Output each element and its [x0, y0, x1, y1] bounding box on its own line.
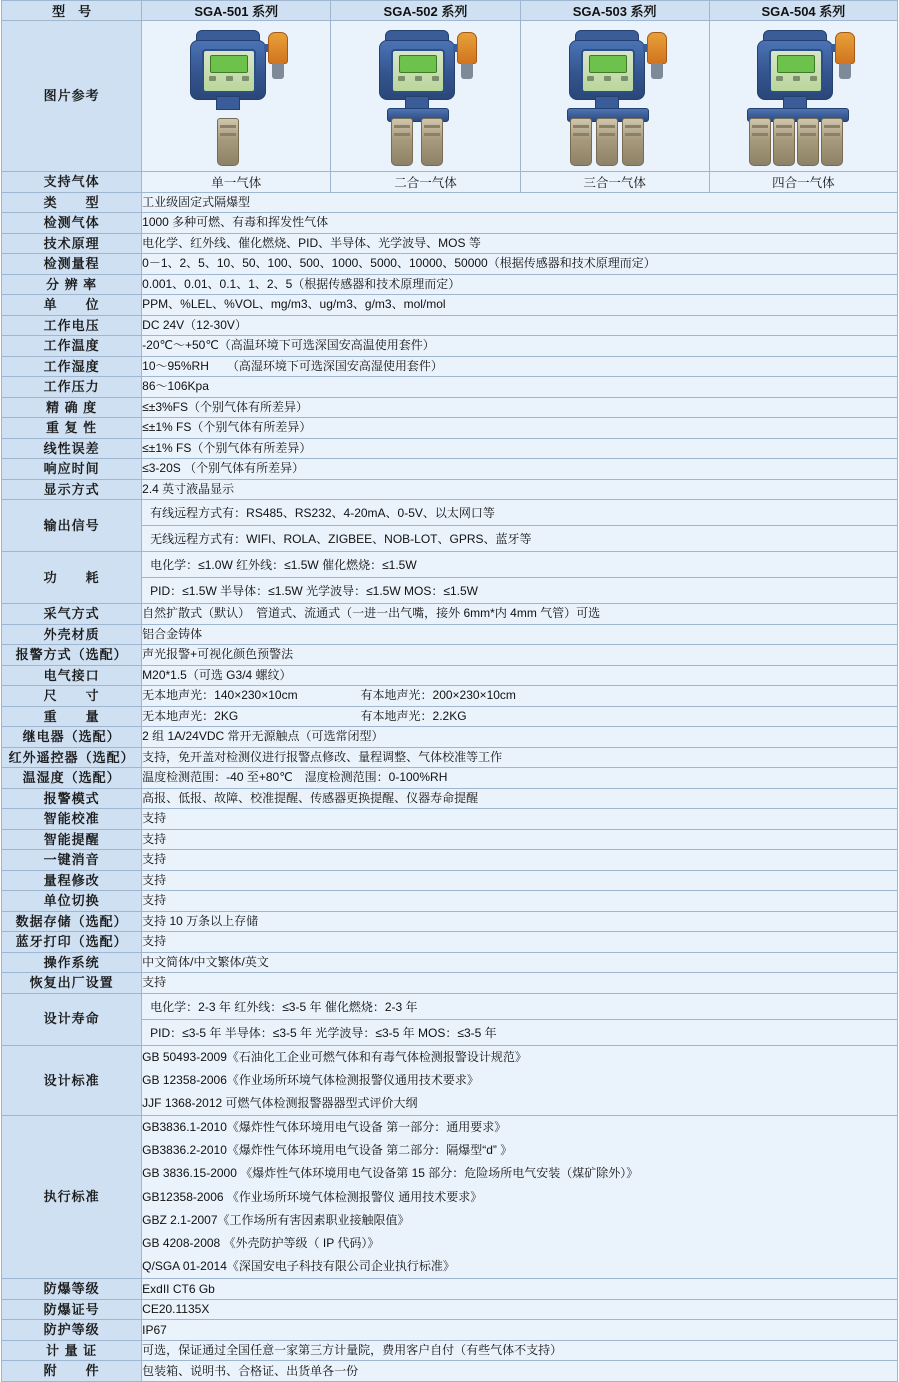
supported-gas-4: 四合一气体 — [709, 172, 897, 193]
spec-row-alarm-mode — [2, 645, 898, 666]
spec-value: 包装箱、说明书、合格证、出货单各一份 — [142, 1361, 898, 1382]
spec-label: 计 量 证 — [2, 1340, 142, 1361]
weight-label: 重 量 — [2, 706, 142, 727]
spec-label: 分 辨 率 — [2, 274, 142, 295]
spec-value: PPM、%LEL、%VOL、mg/m3、ug/m3、g/m3、mol/mol — [142, 295, 898, 316]
header-model-3: SGA-503 系列 — [520, 1, 709, 21]
device-buttons — [583, 76, 633, 81]
exec-standard-item: GB12358-2006 《作业场所环境气体检测报警仪 通用技术要求》 — [142, 1189, 483, 1204]
output-wireless: 无线远程方式有：WIFI、ROLA、ZIGBEE、NOB-LOT、GPRS、蓝牙等 — [142, 526, 897, 552]
spec-row-type — [2, 192, 898, 213]
spec-row-exec-standard — [2, 1116, 898, 1279]
spec-label: 防护等级 — [2, 1320, 142, 1341]
spec-label: 采气方式 — [2, 604, 142, 625]
spec-row-unit — [2, 295, 898, 316]
spec-value: 电化学、红外线、催化燃烧、PID、半导体、光学波导、MOS 等 — [142, 233, 898, 254]
life-optical-waveguide: 光学波导：≤3-5 年 — [315, 1025, 415, 1040]
power-line-2 — [142, 578, 897, 604]
spec-label: 显示方式 — [2, 479, 142, 500]
spec-value: 自然扩散式（默认） 管道式、流通式（一进一出气嘴，接外 6mm*内 4mm 气管）可选 — [142, 604, 898, 625]
spec-row-alarm-modes — [2, 788, 898, 809]
spec-row-ir-remote — [2, 747, 898, 768]
output-signal-label: 输出信号 — [2, 500, 142, 552]
spec-value: ≤±1% FS（个别气体有所差异） — [142, 418, 898, 439]
spec-row-accuracy — [2, 397, 898, 418]
power-label: 功 耗 — [2, 552, 142, 604]
gas-probe — [421, 118, 443, 166]
spec-label: 一键消音 — [2, 850, 142, 871]
spec-label: 工作压力 — [2, 377, 142, 398]
spec-value: 支持 — [142, 891, 898, 912]
spec-value: 支持，免开盖对检测仪进行报警点修改、量程调整、气体校准等工作 — [142, 747, 898, 768]
spec-label: 报警方式（选配） — [2, 645, 142, 666]
power-electrochemical: 电化学：≤1.0W — [150, 558, 233, 572]
device-buttons — [204, 76, 254, 81]
spec-row-output-signal — [2, 500, 898, 552]
spec-value: 支持 — [142, 850, 898, 871]
life-pid: PID：≤3-5 年 — [150, 1025, 222, 1040]
spec-value: 声光报警+可视化颜色预警法 — [142, 645, 898, 666]
design-standard-list — [142, 1045, 898, 1116]
spec-value: 0.001、0.01、0.1、1、2、5（根据传感器和技术原理而定） — [142, 274, 898, 295]
spec-label: 量程修改 — [2, 870, 142, 891]
alarm-lamp-icon — [835, 32, 855, 64]
life-line-1 — [142, 994, 897, 1020]
power-optical-waveguide: 光学波导：≤1.5W — [306, 584, 401, 598]
spec-label: 技术原理 — [2, 233, 142, 254]
design-standard-item: JJF 1368-2012 可燃气体检测报警器器型式评价大纲 — [142, 1095, 418, 1110]
spec-label: 防爆等级 — [2, 1279, 142, 1300]
spec-value: 支持 — [142, 973, 898, 994]
life-line-2 — [142, 1019, 897, 1045]
spec-row-detect-gas — [2, 213, 898, 234]
header-model-2: SGA-502 系列 — [331, 1, 520, 21]
table-header-row — [2, 1, 898, 21]
spec-value: 86～106Kpa — [142, 377, 898, 398]
device-illustration-3 — [535, 22, 695, 170]
spec-value: 支持 10 万条以上存储 — [142, 911, 898, 932]
supported-gas-2: 二合一气体 — [331, 172, 520, 193]
spec-value: DC 24V（12-30V） — [142, 315, 898, 336]
gas-probe — [622, 118, 644, 166]
size-value — [142, 686, 898, 707]
spec-row-unit-switch — [2, 891, 898, 912]
spec-row-range-modify — [2, 870, 898, 891]
spec-row-range — [2, 254, 898, 275]
size-without-alarm: 无本地声光：140×230×10cm — [142, 688, 298, 703]
life-infrared: 红外线：≤3-5 年 — [234, 999, 322, 1014]
spec-value: 中文简体/中文繁体/英文 — [142, 952, 898, 973]
power-infrared: 红外线：≤1.5W — [236, 558, 319, 572]
spec-value: 铝合金铸体 — [142, 624, 898, 645]
spec-row-repeatability — [2, 418, 898, 439]
spec-label: 电气接口 — [2, 665, 142, 686]
device-illustration-4 — [723, 22, 883, 170]
spec-row-data-storage — [2, 911, 898, 932]
exec-standard-item: GB3836.2-2010《爆炸性气体环境用电气设备 第二部分：隔爆型“d” 》 — [142, 1143, 513, 1158]
spec-row-humidity — [2, 356, 898, 377]
gas-probe — [596, 118, 618, 166]
spec-label: 蓝牙打印（选配） — [2, 932, 142, 953]
power-semiconductor: 半导体：≤1.5W — [220, 584, 303, 598]
spec-value: 支持 — [142, 870, 898, 891]
spec-row-housing — [2, 624, 898, 645]
spec-row-os — [2, 952, 898, 973]
spec-value: -20℃～+50℃（高温环境下可选深国安高温使用套件） — [142, 336, 898, 357]
spec-row-electrical-interface — [2, 665, 898, 686]
spec-value: 2 组 1A/24VDC 常开无源触点（可选常闭型） — [142, 727, 898, 748]
spec-row-ex-cert — [2, 1299, 898, 1320]
design-life-label: 设计寿命 — [2, 993, 142, 1045]
device-buttons — [771, 76, 821, 81]
spec-row-metrology-cert — [2, 1340, 898, 1361]
spec-label: 重 复 性 — [2, 418, 142, 439]
spec-label: 防爆证号 — [2, 1299, 142, 1320]
design-standard-item: GB 50493-2009《石油化工企业可燃气体和有毒气体检测报警设计规范》 — [142, 1049, 527, 1064]
spec-row-design-standard — [2, 1045, 898, 1116]
device-display — [391, 49, 445, 93]
supported-gas-row — [2, 172, 898, 193]
design-standard-label: 设计标准 — [2, 1045, 142, 1116]
spec-row-display — [2, 479, 898, 500]
spec-row-bluetooth-print — [2, 932, 898, 953]
exec-standard-item: Q/SGA 01-2014《深国安电子科技有限公司企业执行标准》 — [142, 1259, 455, 1274]
power-line-1 — [142, 552, 897, 578]
spec-row-design-life — [2, 993, 898, 1045]
spec-value: ≤3-20S （个别气体有所差异） — [142, 459, 898, 480]
spec-row-principle — [2, 233, 898, 254]
spec-row-accessories — [2, 1361, 898, 1382]
spec-label: 单位切换 — [2, 891, 142, 912]
supported-gas-3: 三合一气体 — [520, 172, 709, 193]
device-image-3 — [520, 21, 709, 172]
image-reference-row — [2, 21, 898, 172]
spec-value: M20*1.5（可选 G3/4 螺纹） — [142, 665, 898, 686]
power-value — [142, 552, 898, 604]
device-neck — [216, 96, 240, 110]
header-model-4: SGA-504 系列 — [709, 1, 897, 21]
spec-row-resolution — [2, 274, 898, 295]
spec-label: 精 确 度 — [2, 397, 142, 418]
spec-value: 支持 — [142, 932, 898, 953]
exec-standard-item: GB 3836.15-2000 《爆炸性气体环境用电气设备第 15 部分：危险场所电气安装（煤矿除外）》 — [142, 1166, 639, 1181]
image-reference-label: 图片参考 — [2, 21, 142, 172]
spec-value: IP67 — [142, 1320, 898, 1341]
gas-probe — [570, 118, 592, 166]
spec-value: 温度检测范围：-40 至+80℃ 湿度检测范围：0-100%RH — [142, 768, 898, 789]
gas-probe — [773, 118, 795, 166]
spec-value: 支持 — [142, 809, 898, 830]
spec-row-linearity — [2, 438, 898, 459]
spec-value: ≤±1% FS（个别气体有所差异） — [142, 438, 898, 459]
gas-probe — [217, 118, 239, 166]
exec-standard-item: GB3836.1-2010《爆炸性气体环境用电气设备 第一部分：通用要求》 — [142, 1120, 507, 1135]
spec-value: 工业级固定式隔爆型 — [142, 192, 898, 213]
spec-value: 1000 多种可燃、有毒和挥发性气体 — [142, 213, 898, 234]
spec-value: 高报、低报、故障、校准提醒、传感器更换提醒、仪器寿命提醒 — [142, 788, 898, 809]
life-semiconductor: 半导体：≤3-5 年 — [224, 1025, 313, 1040]
weight-with-alarm: 有本地声光：2.2KG — [360, 708, 467, 723]
device-display — [581, 49, 635, 93]
device-image-1 — [142, 21, 331, 172]
spec-label: 智能校准 — [2, 809, 142, 830]
exec-standard-label: 执行标准 — [2, 1116, 142, 1279]
spec-label: 检测气体 — [2, 213, 142, 234]
design-life-value — [142, 993, 898, 1045]
header-model-1: SGA-501 系列 — [142, 1, 331, 21]
spec-row-sampling — [2, 604, 898, 625]
spec-label: 恢复出厂设置 — [2, 973, 142, 994]
supported-gas-1: 单一气体 — [142, 172, 331, 193]
spec-row-relay — [2, 727, 898, 748]
spec-value: 0－1、2、5、10、50、100、500、1000、5000、10000、50000（根据传感器和技术原理而定） — [142, 254, 898, 275]
power-catalytic: 催化燃烧：≤1.5W — [322, 558, 417, 572]
power-pid: PID：≤1.5W — [150, 584, 217, 598]
design-standard-item: GB 12358-2006《作业场所环境气体检测报警仪通用技术要求》 — [142, 1072, 479, 1087]
device-display — [202, 49, 256, 93]
spec-row-size — [2, 686, 898, 707]
gas-probe — [821, 118, 843, 166]
life-mos: MOS：≤3-5 年 — [418, 1025, 497, 1040]
device-display — [769, 49, 823, 93]
alarm-lamp-icon — [457, 32, 477, 64]
spec-value: ≤±3%FS（个别气体有所差异） — [142, 397, 898, 418]
spec-label: 检测量程 — [2, 254, 142, 275]
weight-without-alarm: 无本地声光：2KG — [142, 708, 239, 723]
spec-value: CE20.1135X — [142, 1299, 898, 1320]
output-signal-value — [142, 500, 898, 552]
spec-label: 工作温度 — [2, 336, 142, 357]
spec-label: 响应时间 — [2, 459, 142, 480]
spec-label: 工作电压 — [2, 315, 142, 336]
spec-label: 智能提醒 — [2, 829, 142, 850]
gas-probe — [391, 118, 413, 166]
spec-label: 操作系统 — [2, 952, 142, 973]
spec-row-ex-rating — [2, 1279, 898, 1300]
spec-label: 单 位 — [2, 295, 142, 316]
life-catalytic: 催化燃烧：2-3 年 — [324, 999, 418, 1014]
spec-row-weight — [2, 706, 898, 727]
spec-label: 报警模式 — [2, 788, 142, 809]
device-illustration-2 — [345, 22, 505, 170]
power-mos: MOS：≤1.5W — [404, 584, 478, 598]
spec-value: 10～95%RH （高湿环境下可选深国安高湿使用套件） — [142, 356, 898, 377]
spec-row-response-time — [2, 459, 898, 480]
spec-row-one-key-mute — [2, 850, 898, 871]
spec-label: 红外遥控器（选配） — [2, 747, 142, 768]
spec-label: 外壳材质 — [2, 624, 142, 645]
alarm-lamp-icon — [268, 32, 288, 64]
spec-label: 继电器（选配） — [2, 727, 142, 748]
life-electrochemical: 电化学：2-3 年 — [150, 999, 231, 1014]
lcd-screen — [589, 55, 627, 73]
spec-row-factory-reset — [2, 973, 898, 994]
weight-value — [142, 706, 898, 727]
size-with-alarm: 有本地声光：200×230×10cm — [360, 688, 516, 703]
header-model-label: 型 号 — [2, 1, 142, 21]
spec-label: 数据存储（选配） — [2, 911, 142, 932]
output-wired: 有线远程方式有：RS485、RS232、4-20mA、0-5V、以太网口等 — [142, 500, 897, 526]
spec-value: 可选，保证通过全国任意一家第三方计量院，费用客户自付（有些气体不支持） — [142, 1340, 898, 1361]
alarm-lamp-icon — [647, 32, 667, 64]
spec-label: 工作湿度 — [2, 356, 142, 377]
spec-label: 线性误差 — [2, 438, 142, 459]
device-image-2 — [331, 21, 520, 172]
size-label: 尺 寸 — [2, 686, 142, 707]
spec-label: 类 型 — [2, 192, 142, 213]
spec-value: 支持 — [142, 829, 898, 850]
specification-table — [1, 0, 898, 1382]
device-illustration-1 — [156, 22, 316, 170]
spec-row-smart-calibration — [2, 809, 898, 830]
exec-standard-item: GBZ 2.1-2007《工作场所有害因素职业接触限值》 — [142, 1212, 410, 1227]
spec-value: ExdII CT6 Gb — [142, 1279, 898, 1300]
spec-value: 2.4 英寸液晶显示 — [142, 479, 898, 500]
gas-probe — [797, 118, 819, 166]
spec-row-pressure — [2, 377, 898, 398]
device-buttons — [393, 76, 443, 81]
gas-probe — [749, 118, 771, 166]
spec-row-smart-reminder — [2, 829, 898, 850]
lcd-screen — [399, 55, 437, 73]
spec-row-ip-rating — [2, 1320, 898, 1341]
device-image-4 — [709, 21, 897, 172]
spec-label: 附 件 — [2, 1361, 142, 1382]
lcd-screen — [777, 55, 815, 73]
supported-gas-label: 支持气体 — [2, 172, 142, 193]
spec-row-temp-humidity — [2, 768, 898, 789]
spec-label: 温湿度（选配） — [2, 768, 142, 789]
lcd-screen — [210, 55, 248, 73]
spec-row-voltage — [2, 315, 898, 336]
spec-row-power — [2, 552, 898, 604]
exec-standard-item: GB 4208-2008 《外壳防护等级（ IP 代码）》 — [142, 1236, 380, 1250]
spec-row-temperature — [2, 336, 898, 357]
exec-standard-list — [142, 1116, 898, 1279]
